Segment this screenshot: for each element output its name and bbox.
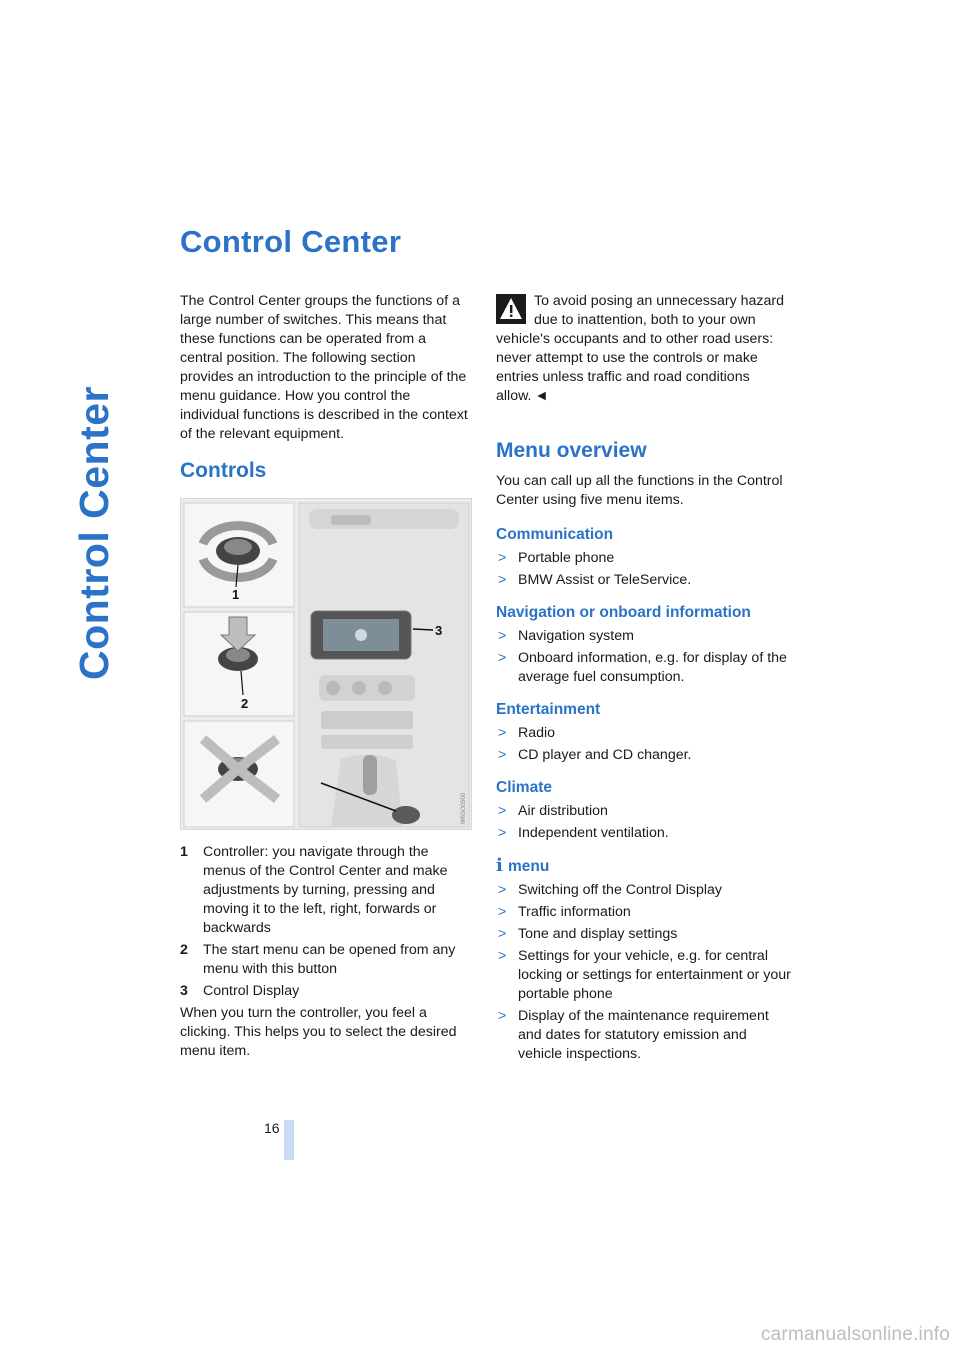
menu-group-title: Entertainment	[496, 701, 601, 718]
page-title: Control Center	[180, 224, 402, 259]
bullet-marker: >	[498, 725, 507, 741]
list-item-text: BMW Assist or TeleService.	[518, 572, 692, 588]
list-item	[496, 903, 791, 922]
menu-group-navigation	[496, 603, 791, 687]
legend-number: 2	[180, 942, 188, 958]
menu-group-title: Communication	[496, 526, 614, 543]
bullet-marker: >	[498, 948, 507, 964]
list-item-text: Portable phone	[518, 550, 615, 566]
list-item	[496, 925, 791, 944]
list-item	[496, 947, 791, 1004]
list-item-text: Switching off the Control Display	[518, 882, 722, 898]
figure-label-1: 1	[232, 587, 240, 602]
list-item	[496, 802, 791, 821]
list-item	[496, 549, 791, 568]
legend-item	[180, 941, 472, 979]
left-column	[180, 292, 472, 1061]
legend-item	[180, 982, 472, 1001]
list-item-text: Display of the maintenance requirement and dates for statutory emission and vehicle inspections.	[518, 1008, 769, 1062]
menu-group-climate	[496, 778, 791, 843]
menu-group-list	[496, 549, 791, 590]
watermark: carmanualsonline.info	[760, 1324, 950, 1345]
figure-label-2: 2	[241, 696, 249, 711]
list-item-text: Tone and display settings	[518, 926, 678, 942]
controls-figure	[180, 498, 472, 830]
menu-overview-intro: You can call up all the functions in the Control Center using five menu items.	[496, 473, 783, 508]
list-item-text: CD player and CD changer.	[518, 747, 692, 763]
menu-group-communication	[496, 525, 791, 590]
menu-group-list	[496, 724, 791, 765]
list-item	[496, 746, 791, 765]
list-item	[496, 881, 791, 900]
controls-closing: When you turn the controller, you feel a clicking. This helps you to select the desired menu item.	[180, 1005, 457, 1059]
controls-legend	[180, 843, 472, 1001]
list-item-text: Radio	[518, 725, 556, 741]
warning-text: To avoid posing an unnecessary hazard due to inattention, both to your own vehicle's occupants and to other road users: never attempt to use the controls or make entries unless traffic and road conditions allow.	[496, 293, 785, 404]
end-mark: ◄	[534, 388, 549, 404]
legend-text: Controller: you navigate through the menus of the Control Center and make adjustments by turning, pressing and moving it to the left, right, forwards or backwards	[203, 844, 448, 936]
controls-heading: Controls	[180, 459, 267, 482]
bullet-marker: >	[498, 628, 507, 644]
list-item	[496, 649, 791, 687]
list-item	[496, 1007, 791, 1064]
warning-triangle-icon	[496, 294, 526, 324]
legend-text: The start menu can be opened from any menu with this button	[203, 942, 456, 977]
legend-item	[180, 843, 472, 938]
list-item-text: Onboard information, e.g. for display of the average fuel consumption.	[518, 650, 787, 685]
menu-group-title	[496, 856, 791, 877]
legend-text: Control Display	[203, 983, 300, 999]
menu-group-i-menu	[496, 856, 791, 1064]
bullet-marker: >	[498, 904, 507, 920]
list-item-text: Settings for your vehicle, e.g. for central locking or settings for entertainment or your portable phone	[518, 948, 791, 1002]
bullet-marker: >	[498, 825, 507, 841]
bullet-marker: >	[498, 803, 507, 819]
list-item	[496, 824, 791, 843]
bullet-marker: >	[498, 882, 507, 898]
legend-number: 3	[180, 983, 188, 999]
bullet-marker: >	[498, 1008, 507, 1024]
list-item-text: Traffic information	[518, 904, 631, 920]
warning-note	[496, 292, 791, 406]
controls-illustration	[181, 499, 472, 830]
list-item	[496, 627, 791, 646]
menu-group-list	[496, 802, 791, 843]
menu-group-title: Navigation or onboard information	[496, 604, 751, 621]
menu-group-title: Climate	[496, 779, 552, 796]
list-item-text: Independent ventilation.	[518, 825, 669, 841]
menu-group-entertainment	[496, 700, 791, 765]
bullet-marker: >	[498, 550, 507, 566]
info-i-icon: i	[496, 855, 503, 876]
bullet-marker: >	[498, 572, 507, 588]
page-number: 16	[264, 1120, 280, 1136]
figure-label-3: 3	[435, 623, 443, 638]
menu-group-list	[496, 627, 791, 687]
bullet-marker: >	[498, 926, 507, 942]
menu-group-list	[496, 881, 791, 1064]
list-item-text: Navigation system	[518, 628, 634, 644]
figure-code: W6SO0500	[461, 792, 467, 824]
bullet-marker: >	[498, 747, 507, 763]
list-item	[496, 724, 791, 743]
menu-overview-heading: Menu overview	[496, 439, 647, 462]
list-item	[496, 571, 791, 590]
legend-number: 1	[180, 844, 188, 860]
menu-group-title-text: menu	[508, 858, 550, 875]
list-item-text: Air distribution	[518, 803, 608, 819]
side-title-text: Control Center	[71, 386, 117, 680]
intro-paragraph: The Control Center groups the functions of a large number of switches. This means that these functions can be operated from a central position. The following section provides an introduction to the principle of the menu guidance. How you control the individual functions is described in the context of the relevant equipment.	[180, 293, 468, 442]
page-edge-bar	[284, 1120, 294, 1160]
right-column	[496, 292, 791, 1067]
bullet-marker: >	[498, 650, 507, 666]
